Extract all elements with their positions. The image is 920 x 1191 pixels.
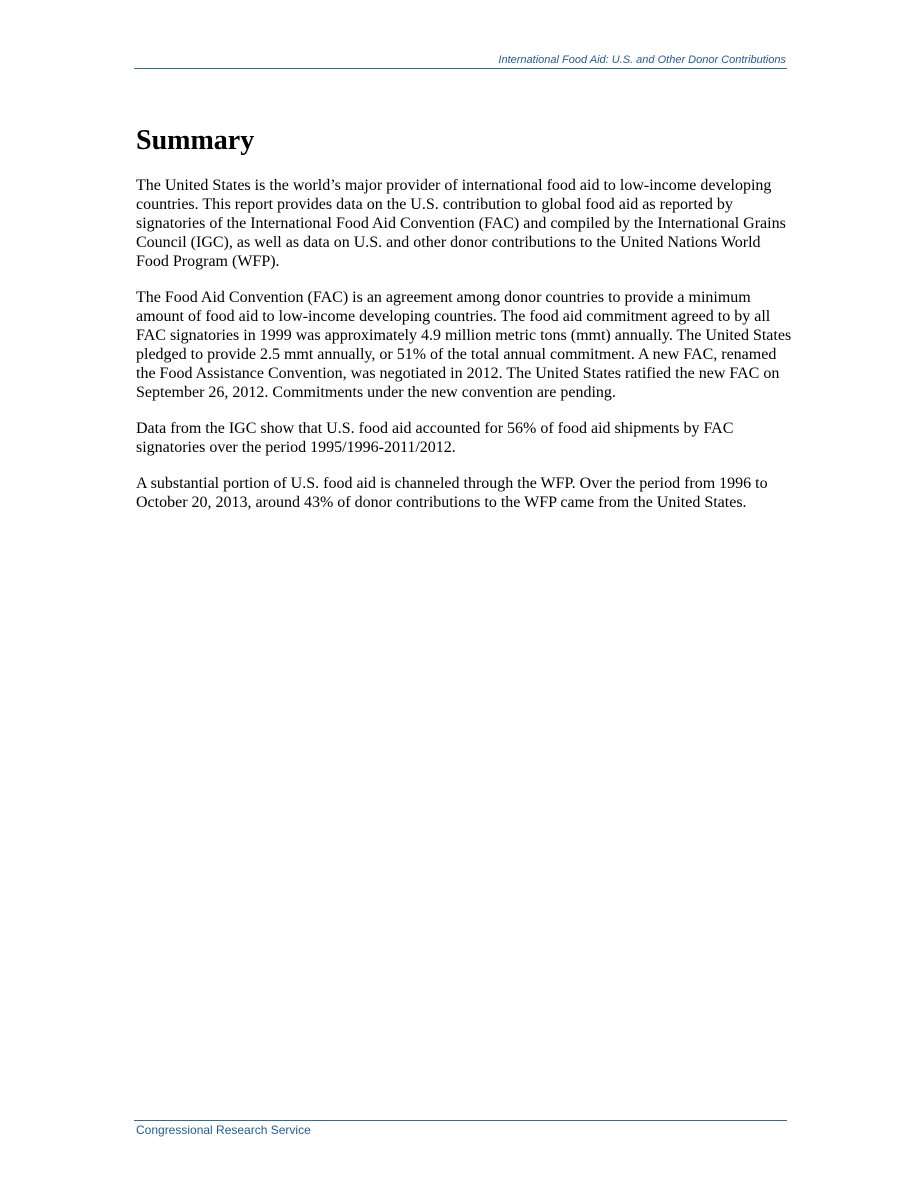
running-header [134, 52, 787, 69]
summary-paragraph: A substantial portion of U.S. food aid is channeled through the WFP. Over the period from 1996 to October 20, 2013, around 43% of donor contributions to the WFP came from the United States. [136, 475, 768, 511]
footer-source: Congressional Research Service [136, 1123, 311, 1137]
page-title: Summary [136, 125, 255, 156]
summary-paragraph: The United States is the world’s major provider of international food aid to low-income developing countries. This report provides data on the U.S. contribution to global food aid as reported by signatories of the International Food Aid Convention (FAC) and compiled by the International Grains Council (IGC), as well as data on U.S. and other donor contributions to the United Nations World Food Program (WFP). [136, 177, 786, 270]
summary-paragraph: The Food Aid Convention (FAC) is an agreement among donor countries to provide a minimum amount of food aid to low-income developing countries. The food aid commitment agreed to by all FAC signatories in 1999 was approximately 4.9 million metric tons (mmt) annually. The United States pledged to provide 2.5 mmt annually, or 51% of the total annual commitment. A new FAC, renamed the Food Assistance Convention, was negotiated in 2012. The United States ratified the new FAC on September 26, 2012. Commitments under the new convention are pending. [136, 289, 792, 401]
summary-body [136, 176, 796, 529]
summary-paragraph: Data from the IGC show that U.S. food aid accounted for 56% of food aid shipments by FAC signatories over the period 1995/1996-2011/2012. [136, 420, 734, 456]
running-footer [134, 1120, 787, 1137]
running-header-title: International Food Aid: U.S. and Other Donor Contributions [498, 54, 786, 66]
